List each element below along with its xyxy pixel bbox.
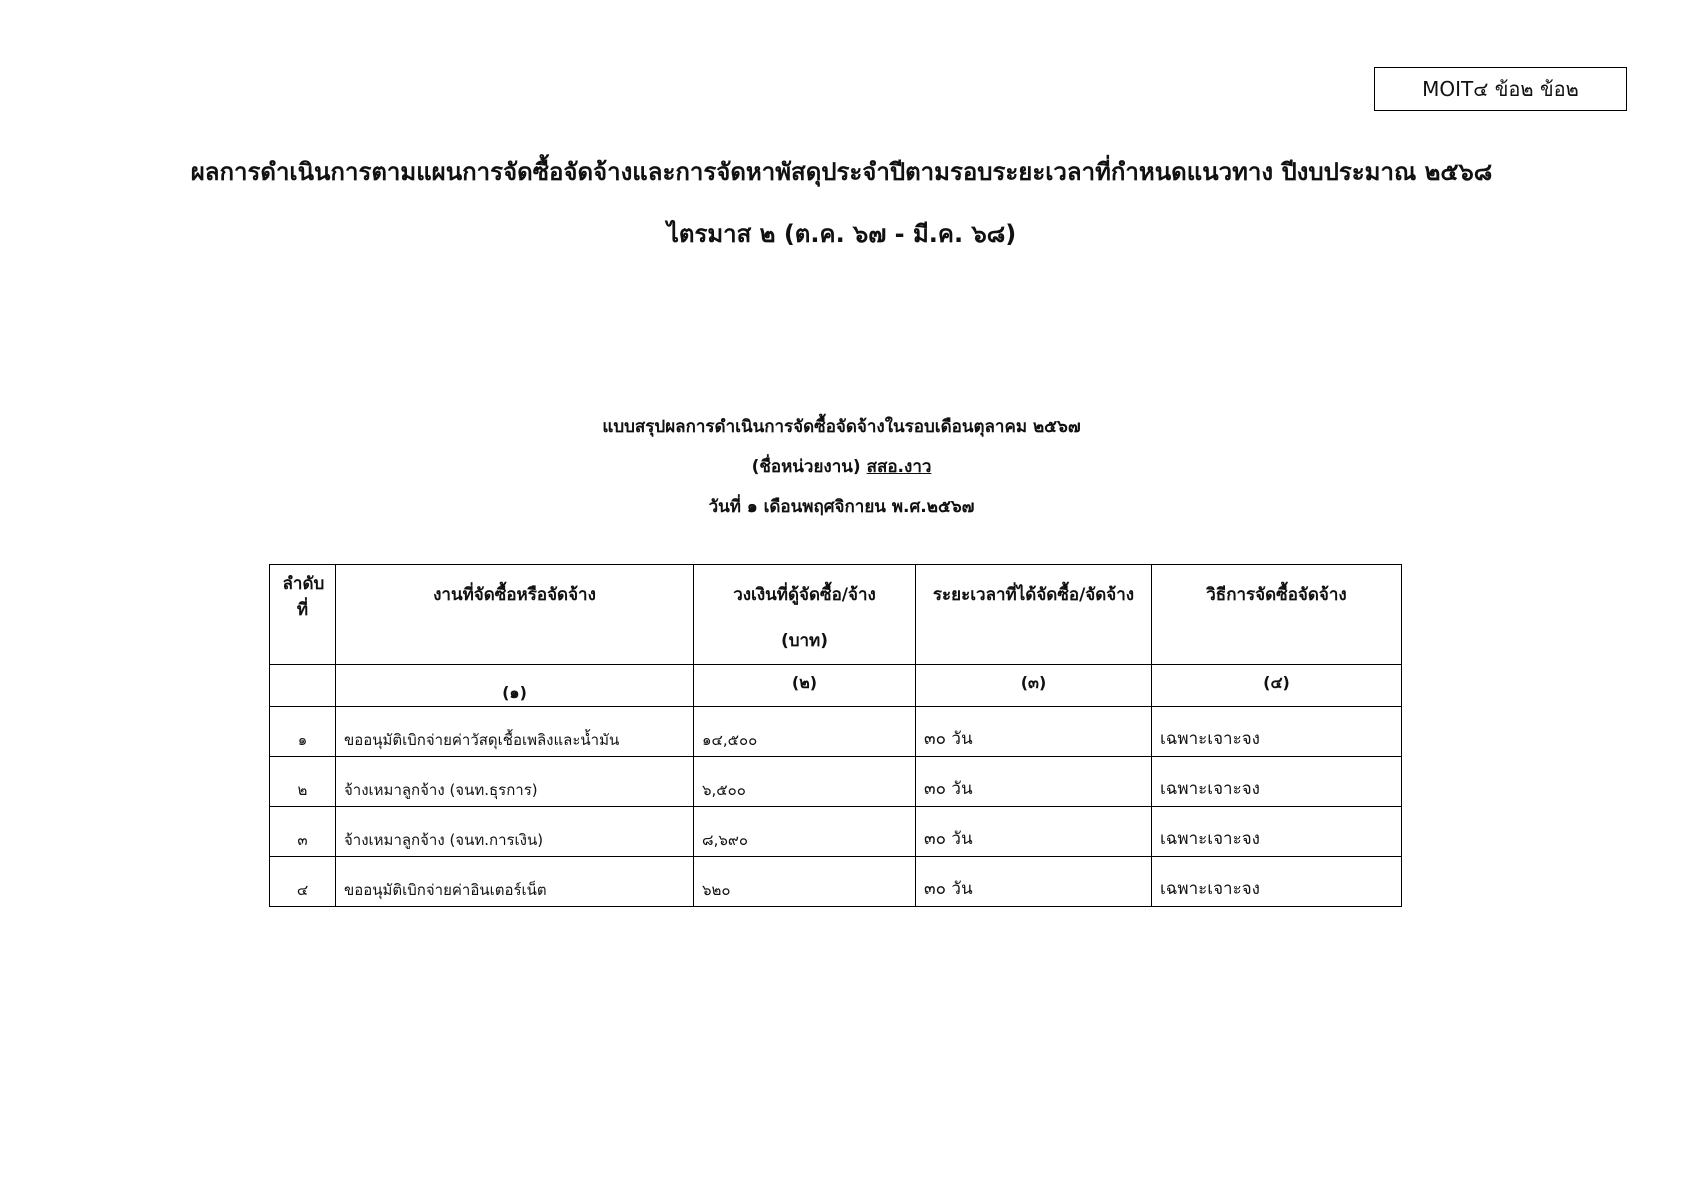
row-budget: ๖๒๐ (694, 857, 916, 907)
agency-name: สสอ.งาว (866, 457, 932, 477)
row-budget: ๘,๖๙๐ (694, 807, 916, 857)
table-row (270, 857, 1402, 907)
column-number-1: (๑) (336, 665, 694, 707)
header-work (336, 565, 694, 665)
column-number-row (270, 665, 1402, 707)
header-no (270, 565, 336, 665)
column-number-2: (๒) (694, 665, 916, 707)
header-method-label: วิธีการจัดซื้อจัดจ้าง (1206, 585, 1347, 605)
column-number-3: (๓) (916, 665, 1152, 707)
header-work-label: งานที่จัดซื้อหรือจัดจ้าง (433, 585, 596, 605)
summary-title: แบบสรุปผลการดำเนินการจัดซื้อจัดจ้างในรอบเดือนตุลาคม ๒๕๖๗ (602, 417, 1081, 437)
row-method: เฉพาะเจาะจง (1152, 857, 1402, 907)
table-row (270, 807, 1402, 857)
row-method: เฉพาะเจาะจง (1152, 807, 1402, 857)
agency-line (0, 453, 1683, 480)
row-work: ขออนุมัติเบิกจ่ายค่าวัสดุเชื้อเพลิงและน้ำมัน (336, 707, 694, 757)
row-no: ๒ (270, 757, 336, 807)
row-duration: ๓๐ วัน (916, 857, 1152, 907)
column-number-4: (๔) (1152, 665, 1402, 707)
header-no-label: ลำดับที่ (282, 574, 325, 620)
header-budget-label: วงเงินที่ดู้จัดซื้อ/จ้าง (733, 585, 876, 605)
row-duration: ๓๐ วัน (916, 757, 1152, 807)
header-budget-unit: (บาท) (780, 631, 829, 651)
header-duration-label: ระยะเวลาที่ได้จัดซื้อ/จัดจ้าง (932, 585, 1135, 605)
document-code: MOIT๔ ข้อ๒ ข้อ๒ (1422, 77, 1579, 101)
table-row (270, 707, 1402, 757)
row-budget: ๖,๕๐๐ (694, 757, 916, 807)
report-date: วันที่ ๑ เดือนพฤศจิกายน พ.ศ.๒๕๖๗ (708, 497, 975, 517)
header-budget (694, 565, 916, 665)
row-no: ๑ (270, 707, 336, 757)
main-heading: ผลการดำเนินการตามแผนการจัดซื้อจัดจ้างและการจัดหาพัสดุประจำปีตามรอบระยะเวลาที่กำหนดแนวทาง ปีงบประมาณ ๒๕๖๘ (190, 158, 1493, 186)
row-work: ขออนุมัติเบิกจ่ายค่าอินเตอร์เน็ต (336, 857, 694, 907)
row-no: ๓ (270, 807, 336, 857)
row-method: เฉพาะเจาะจง (1152, 707, 1402, 757)
quarter-heading: ไตรมาส ๒ (ต.ค. ๖๗ - มี.ค. ๖๘) (666, 220, 1017, 248)
header-method (1152, 565, 1402, 665)
row-no: ๔ (270, 857, 336, 907)
table-header-row (270, 565, 1402, 665)
row-duration: ๓๐ วัน (916, 807, 1152, 857)
column-number-blank (270, 665, 336, 707)
agency-prefix: (ชื่อหน่วยงาน) (751, 457, 861, 477)
header-duration (916, 565, 1152, 665)
row-method: เฉพาะเจาะจง (1152, 757, 1402, 807)
row-work: จ้างเหมาลูกจ้าง (จนท.ธุรการ) (336, 757, 694, 807)
document-code-box (1374, 67, 1627, 111)
procurement-summary-table (269, 564, 1402, 907)
table-row (270, 757, 1402, 807)
row-budget: ๑๔,๕๐๐ (694, 707, 916, 757)
row-duration: ๓๐ วัน (916, 707, 1152, 757)
row-work: จ้างเหมาลูกจ้าง (จนท.การเงิน) (336, 807, 694, 857)
